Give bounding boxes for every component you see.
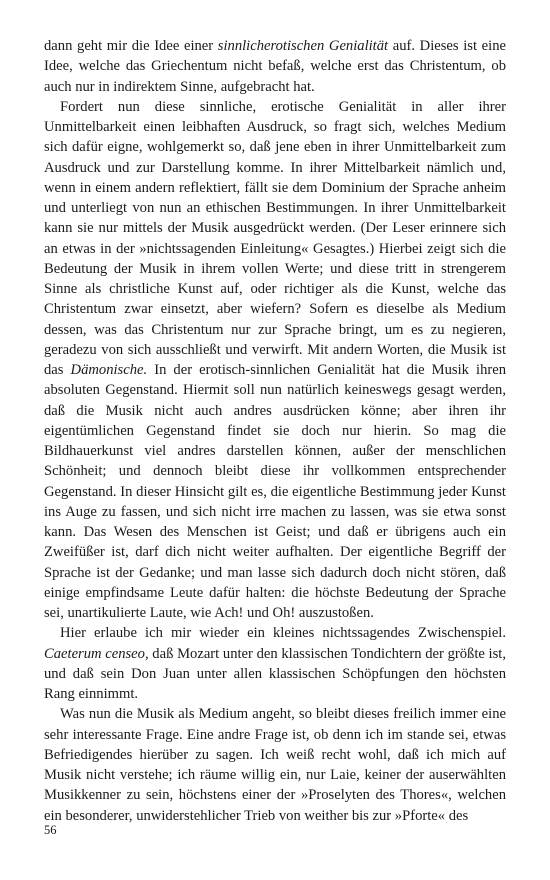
text-run: Fordert nun diese sinnliche, erotische Genialität in aller ihrer Unmittelbarkeit einen leibhaften Ausdruck, so fragt sich, welches Medium sich dafür eigne, wohlgemerkt so, daß jene eben in ihrer Unmittelbarkeit zum Ausdruck und zur Darstellung komme. In ihrer Mittelbarkeit nämlich und, wenn in einem andern reflektiert, fällt sie dem Dominium der Sprache anheim und unterliegt von nun an ethischen Bestimmungen. In ihrer Unmittelbarkeit kann sie nur mittels der Musik ausgedrückt werden. (Der Leser erinnere sich an etwas in der »nichtssagenden Einleitung« Gesagtes.) Hierbei zeigt sich die Bedeutung der Musik in ihrem vollen Werte; und diese tritt in strengerem Sinne als christliche Kunst auf, oder richtiger als die Kunst, welche das Christentum zwar einsetzt, aber wiefern? Sofern es dieselbe als Medium dessen, was das Christentum nur zur Sprache bringt, um es zu negieren, geradezu von sich ausschließt und verwirft. Mit andern Worten, die Musik ist das <box>44 98 506 378</box>
paragraph <box>44 97 506 624</box>
text-run: , daß Mozart unter den klassischen Tondichtern der größte ist, und daß sein Don Juan unter allen klassischen Schöpfungen den höchsten Rang einnimmt. <box>44 645 506 702</box>
page-number: 56 <box>44 823 57 837</box>
text-run: Hier erlaube ich mir wieder ein kleines nichtssagendes Zwischenspiel. <box>60 625 506 642</box>
paragraph <box>44 36 506 97</box>
text-run: dann geht mir die Idee einer <box>44 38 218 54</box>
text-run: In der erotisch-sinnlichen Genialität hat die Musik ihren absoluten Gegenstand. Hiermit soll nun natürlich keineswegs gesagt werden, daß die Musik nicht auch andres ausdrücken könne; aber ihren ihr eigentümlichen Gegenstand findet sie doch nur hierin. So mag die Bildhauerkunst viel andres darstellen können, außer der menschlichen Schönheit; und dennoch bleibt diese ihr vollkommen entsprechender Gegenstand. In dieser Hinsicht gilt es, die eigentliche Bestimmung jeder Kunst ins Auge zu fassen, und sich nicht irre machen zu lassen, was sie etwa sonst kann. Das Wesen des Menschen ist Geist; und daß er übrigens auch ein Zweifüßer ist, darf dich nicht weiter aufhalten. Der eigentliche Begriff der Sprache ist der Gedanke; und man lasse sich dadurch doch nicht stören, daß einige empfindsame Leute dafür halten: die höchste Bedeutung der Sprache sei, unartikulierte Laute, wie Ach! und Oh! auszustoßen. <box>44 362 506 621</box>
emphasis-text: Dämonische. <box>70 362 148 378</box>
paragraph <box>44 704 506 826</box>
text-run: Was nun die Musik als Medium angeht, so bleibt dieses freilich immer eine sehr interessante Frage. Eine andre Frage ist, ob denn ich im stande sei, etwas Befriedigendes hierüber zu sagen. Ich weiß recht wohl, daß ich mich auf Musik nicht verstehe; ich räume willig ein, nur Laie, keiner der auserwählten Musikkenner zu sein, höchstens einer der »Proselyten des Thores«, welchen ein besonderer, unwiderstehlicher Trieb von weither bis zur »Pforte« des <box>44 706 506 824</box>
document-page <box>44 36 506 826</box>
emphasis-text: sinnlicherotischen Genialität <box>217 38 389 54</box>
body-text <box>44 36 506 826</box>
text-run: auf. Dieses ist eine Idee, welche das Griechentum nicht befaß, welche erst das Christentum, ob auch nur in indirektem Sinne, aufgebracht hat. <box>44 38 506 95</box>
paragraph <box>44 623 506 704</box>
emphasis-text: Caeterum censeo <box>44 645 145 662</box>
